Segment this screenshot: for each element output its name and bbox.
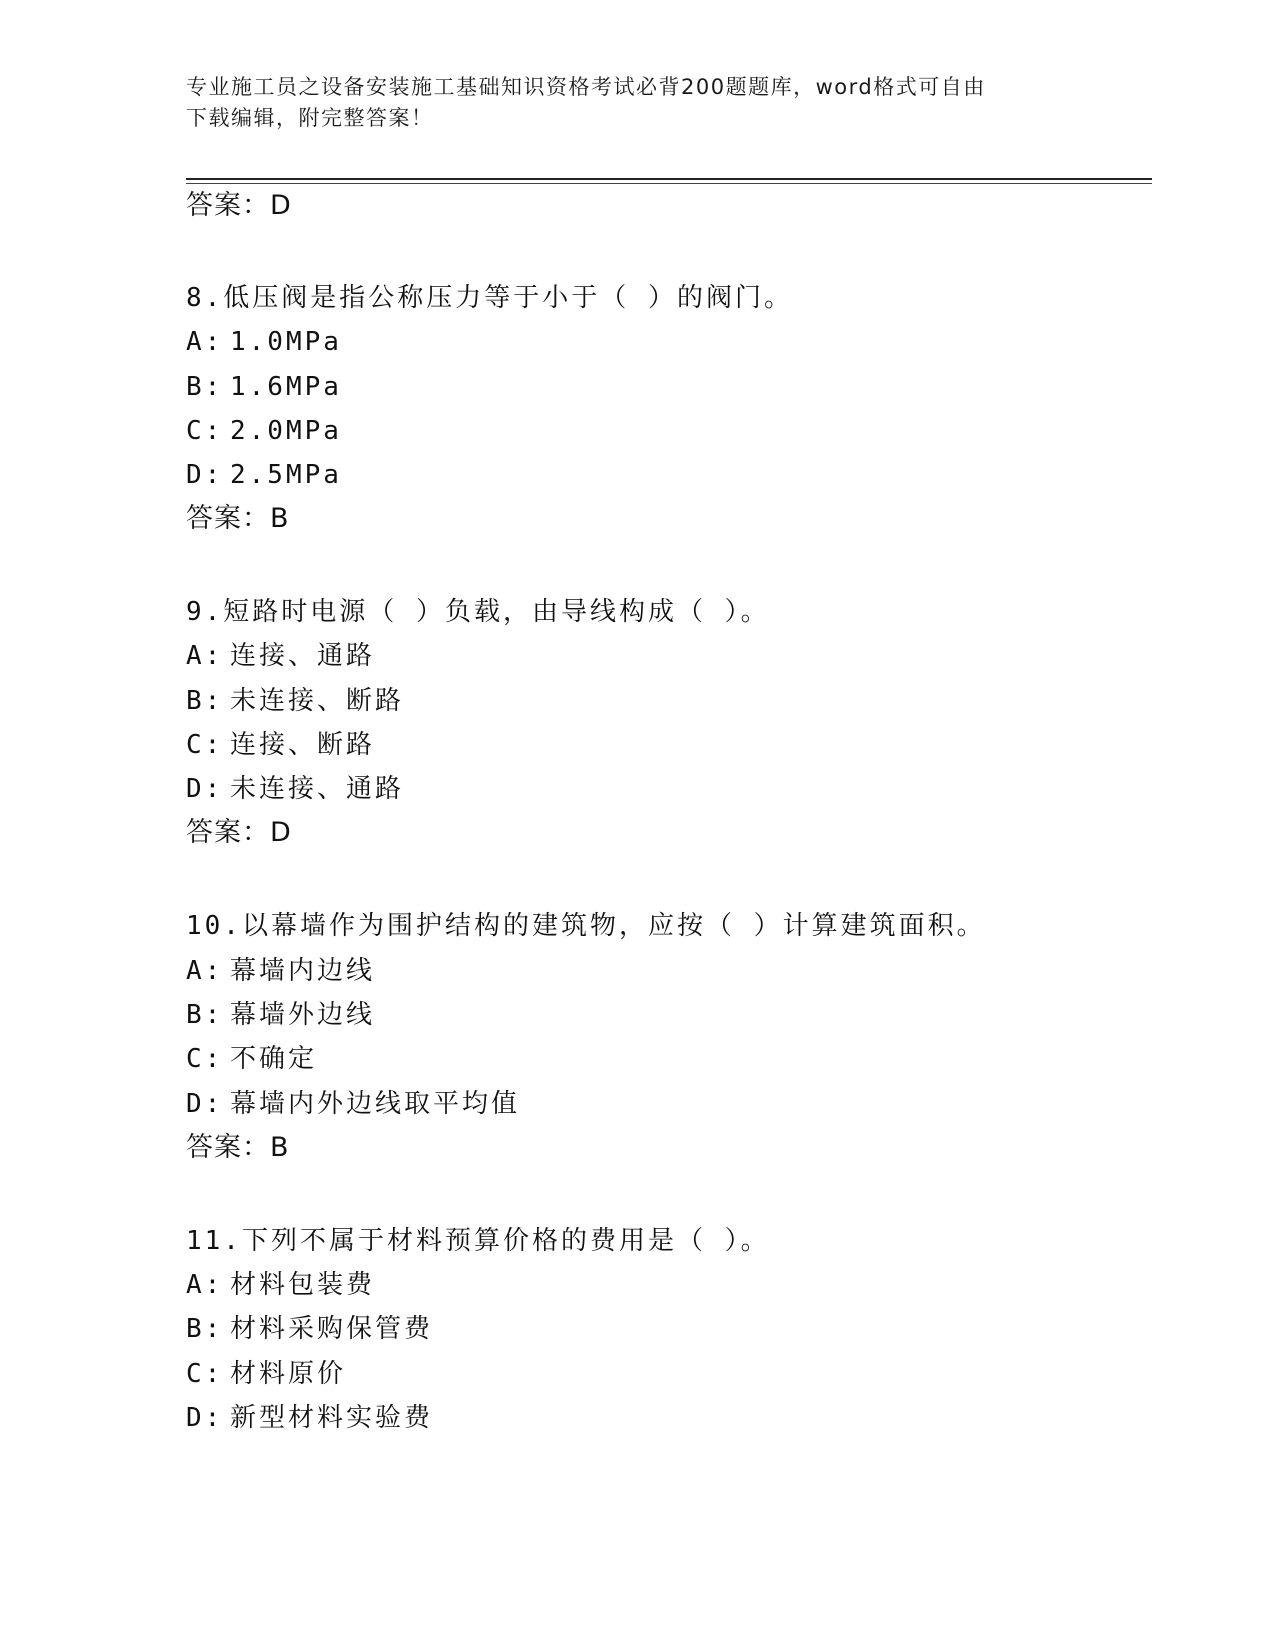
question-8-answer: 答案：B (186, 503, 290, 534)
question-11-option-a: A: 材料包装费 (186, 1270, 376, 1300)
question-10-option-b: B: 幕墙外边线 (186, 1000, 376, 1030)
question-8-option-a: A: 1.0MPa (186, 327, 342, 357)
header-line-1: 专业施工员之设备安装施工基础知识资格考试必背200题题库，word格式可自由 (186, 75, 986, 99)
question-9-answer: 答案：D (186, 817, 292, 848)
question-9-option-b: B: 未连接、断路 (186, 686, 405, 716)
question-8-option-c: C: 2.0MPa (186, 416, 342, 446)
previous-answer: 答案：D (186, 190, 292, 221)
question-11-stem: 11.下列不属于材料预算价格的费用是（ ）。 (186, 1226, 770, 1256)
question-11-option-d: D: 新型材料实验费 (186, 1403, 434, 1433)
header-line-2: 下载编辑，附完整答案！ (186, 106, 434, 130)
header-divider-thin (186, 183, 1152, 184)
question-9-stem: 9.短路时电源（ ）负载，由导线构成（ ）。 (186, 597, 770, 627)
question-10-stem: 10.以幕墙作为围护结构的建筑物，应按（ ）计算建筑面积。 (186, 911, 986, 941)
question-11-option-c: C: 材料原价 (186, 1359, 347, 1389)
question-10-answer: 答案：B (186, 1132, 290, 1163)
question-11-option-b: B: 材料采购保管费 (186, 1314, 434, 1344)
question-8-option-d: D: 2.5MPa (186, 460, 342, 490)
question-10-option-a: A: 幕墙内边线 (186, 956, 376, 986)
header-divider-thick (186, 178, 1152, 180)
question-9-option-a: A: 连接、通路 (186, 641, 376, 671)
question-10-option-d: D: 幕墙内外边线取平均值 (186, 1089, 521, 1119)
question-10-option-c: C: 不确定 (186, 1044, 318, 1074)
question-8-stem: 8.低压阀是指公称压力等于小于（ ）的阀门。 (186, 283, 793, 313)
document-header (186, 72, 1066, 134)
question-9-option-c: C: 连接、断路 (186, 730, 376, 760)
question-9-option-d: D: 未连接、通路 (186, 774, 405, 804)
question-8-option-b: B: 1.6MPa (186, 372, 342, 402)
